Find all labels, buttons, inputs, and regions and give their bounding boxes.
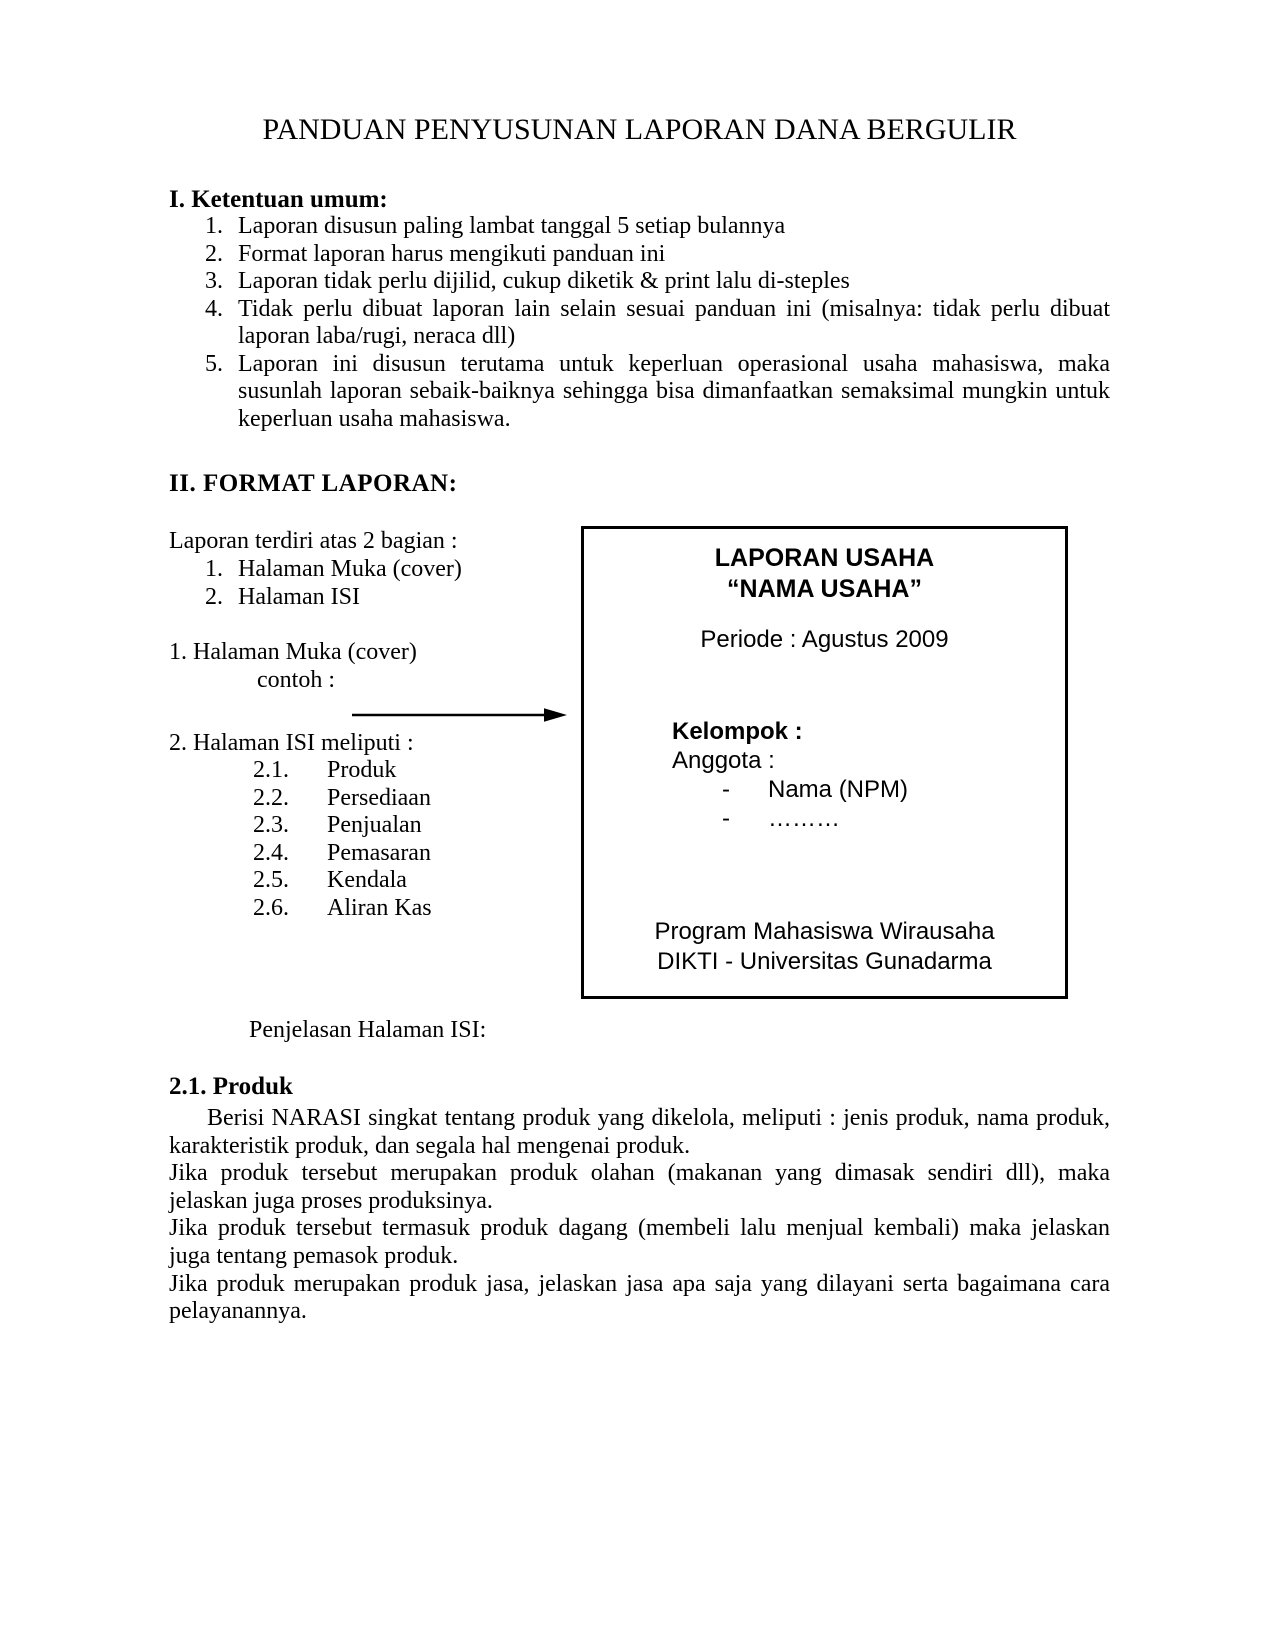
cover-box-title bbox=[584, 543, 1065, 605]
list-item-number: 5. bbox=[205, 350, 223, 377]
list-item bbox=[169, 583, 589, 611]
section-ketentuan-umum bbox=[169, 187, 1110, 433]
cover-box-member-list bbox=[584, 775, 1065, 833]
paragraph: Jika produk tersebut merupakan produk olahan (makanan yang dimasak sendiri dll), maka jelaskan juga proses produksinya. bbox=[169, 1160, 1110, 1214]
isi-item-label: Pemasaran bbox=[327, 839, 431, 866]
member-text: ……… bbox=[768, 805, 840, 832]
list-item bbox=[169, 241, 1110, 269]
isi-item-number: 2.1. bbox=[253, 757, 289, 783]
list-item-text: Format laporan harus mengikuti panduan ini bbox=[238, 240, 666, 267]
cover-box-footer-line2: DIKTI - Universitas Gunadarma bbox=[657, 948, 992, 975]
list-item-text: Halaman Muka (cover) bbox=[238, 556, 462, 582]
cover-box-title-line1: LAPORAN USAHA bbox=[714, 544, 935, 572]
list-item bbox=[169, 785, 589, 813]
list-item-number: 2. bbox=[205, 584, 223, 610]
list-item bbox=[169, 757, 589, 785]
list-item-text: Tidak perlu dibuat laporan lain selain sesuai panduan ini (misalnya: tidak perlu dibuat laporan laba/rugi, neraca dll) bbox=[238, 295, 1110, 349]
list-item-text: Laporan disusun paling lambat tanggal 5 setiap bulannya bbox=[238, 213, 786, 239]
bagian-intro: Laporan terdiri atas 2 bagian : bbox=[169, 528, 458, 554]
isi-item-number: 2.3. bbox=[253, 812, 289, 838]
cover-box-title-line2: “NAMA USAHA” bbox=[727, 575, 922, 603]
isi-item-number: 2.5. bbox=[253, 867, 289, 893]
isi-item-label: Produk bbox=[327, 757, 397, 783]
bagian-list bbox=[169, 555, 589, 611]
isi-item-number: 2.2. bbox=[253, 784, 289, 811]
list-item bbox=[169, 867, 589, 895]
list-item bbox=[169, 555, 589, 583]
list-item bbox=[584, 775, 1065, 804]
cover-box-kelompok-label: Kelompok : bbox=[672, 718, 803, 745]
produk-paragraphs bbox=[169, 1105, 1110, 1326]
dash-bullet: - bbox=[722, 805, 730, 832]
section1-heading: I. Ketentuan umum: bbox=[169, 186, 388, 213]
halaman-isi-heading: 2. Halaman ISI meliputi : bbox=[169, 730, 414, 756]
list-item-number: 1. bbox=[205, 213, 223, 239]
list-item bbox=[169, 213, 1110, 241]
list-item bbox=[169, 895, 589, 923]
section-format-laporan bbox=[169, 471, 1110, 999]
isi-item-label: Kendala bbox=[327, 867, 407, 893]
cover-box-anggota-label: Anggota : bbox=[672, 747, 775, 774]
cover-example-box bbox=[581, 526, 1068, 999]
dash-bullet: - bbox=[722, 776, 730, 803]
isi-item-label: Aliran Kas bbox=[327, 894, 432, 921]
ketentuan-list bbox=[169, 213, 1110, 433]
list-item-text: Laporan tidak perlu dijilid, cukup diketik & print lalu di-steples bbox=[238, 268, 850, 294]
list-item-text: Laporan ini disusun terutama untuk keperluan operasional usaha mahasiswa, maka susunlah laporan sebaik-baiknya sehingga bisa dimanfaatkan semaksimal mungkin untuk keperluan usaha mahasiswa. bbox=[238, 350, 1110, 432]
section-produk bbox=[169, 1073, 1110, 1326]
list-item bbox=[169, 268, 1110, 296]
isi-item-number: 2.6. bbox=[253, 894, 289, 921]
isi-item-label: Penjualan bbox=[327, 812, 422, 838]
list-item-number: 1. bbox=[205, 556, 223, 582]
format-midsection bbox=[169, 527, 1110, 999]
list-item-number: 4. bbox=[205, 295, 223, 322]
paragraph: Berisi NARASI singkat tentang produk yang dikelola, meliputi : jenis produk, nama produk, karakteristik produk, dan segala hal mengenai produk. bbox=[169, 1105, 1110, 1159]
member-text: Nama (NPM) bbox=[768, 776, 909, 803]
list-item bbox=[584, 804, 1065, 833]
cover-box-footer-line1: Program Mahasiswa Wirausaha bbox=[654, 918, 995, 945]
list-item bbox=[169, 840, 589, 868]
cover-box-footer bbox=[584, 917, 1065, 977]
list-item bbox=[169, 296, 1110, 351]
paragraph: Jika produk tersebut termasuk produk dagang (membeli lalu menjual kembali) maka jelaskan juga tentang pemasok produk. bbox=[169, 1215, 1110, 1269]
format-left-column bbox=[169, 527, 589, 922]
isi-list bbox=[169, 757, 589, 922]
list-item bbox=[169, 351, 1110, 434]
halaman-muka-heading: 1. Halaman Muka (cover) bbox=[169, 639, 417, 665]
cover-box-periode: Periode : Agustus 2009 bbox=[700, 626, 949, 653]
contoh-arrow bbox=[352, 704, 567, 722]
list-item-number: 2. bbox=[205, 240, 223, 267]
arrow-right-icon bbox=[352, 706, 567, 724]
isi-item-number: 2.4. bbox=[253, 839, 289, 866]
list-item-text: Halaman ISI bbox=[238, 584, 360, 610]
produk-heading: 2.1. Produk bbox=[169, 1073, 293, 1100]
contoh-label: contoh : bbox=[257, 667, 335, 693]
list-item-number: 3. bbox=[205, 268, 223, 294]
document-title: PANDUAN PENYUSUNAN LAPORAN DANA BERGULIR bbox=[262, 113, 1017, 146]
isi-item-label: Persediaan bbox=[327, 784, 431, 811]
list-item bbox=[169, 812, 589, 840]
paragraph: Jika produk merupakan produk jasa, jelaskan jasa apa saja yang dilayani serta bagaimana cara pelayanannya. bbox=[169, 1270, 1110, 1325]
penjelasan-heading: Penjelasan Halaman ISI: bbox=[249, 1017, 487, 1043]
section2-heading: II. FORMAT LAPORAN: bbox=[169, 470, 458, 497]
